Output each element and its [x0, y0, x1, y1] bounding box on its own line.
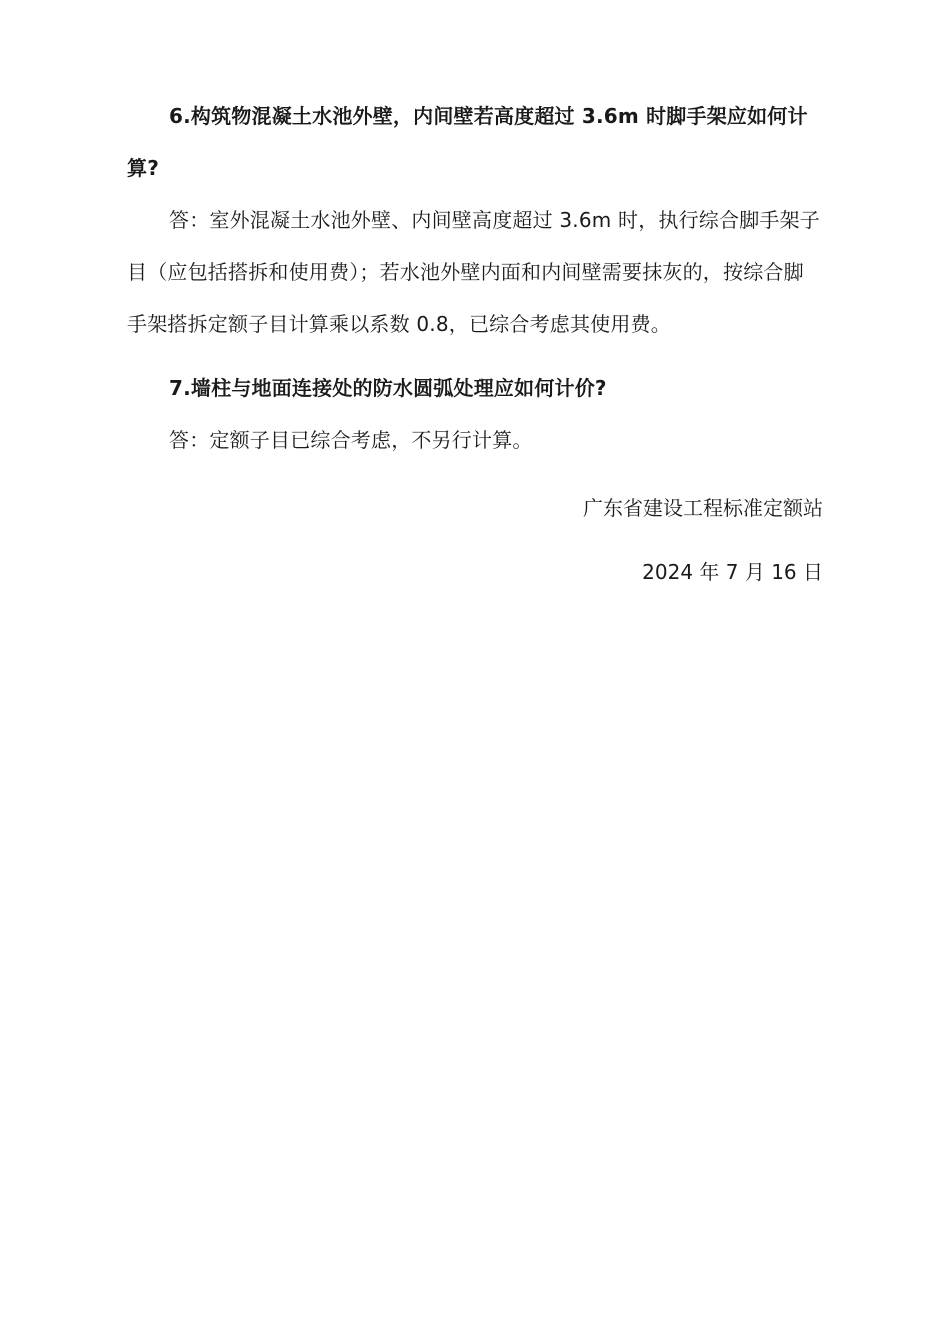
- qa-item-6: [127, 90, 823, 350]
- qa-item-7: [127, 362, 823, 466]
- question-6: 6.构筑物混凝土水池外壁，内间壁若高度超过 3.6m 时脚手架应如何计算?: [127, 104, 808, 180]
- document-body: [127, 90, 823, 604]
- issuing-organization: 广东省建设工程标准定额站: [583, 496, 823, 520]
- answer-6: 答：室外混凝土水池外壁、内间壁高度超过 3.6m 时，执行综合脚手架子目（应包括搭拆和使用费）；若水池外壁内面和内间壁需要抹灰的，按综合脚手架搭拆定额子目计算乘以系数 0.8，已综合考虑其使用费。: [127, 208, 821, 336]
- question-7: 7.墙柱与地面连接处的防水圆弧处理应如何计价?: [169, 376, 607, 400]
- signature-block: [127, 476, 823, 604]
- issue-date: 2024 年 7 月 16 日: [642, 560, 823, 584]
- answer-7: 答：定额子目已综合考虑，不另行计算。: [169, 428, 533, 452]
